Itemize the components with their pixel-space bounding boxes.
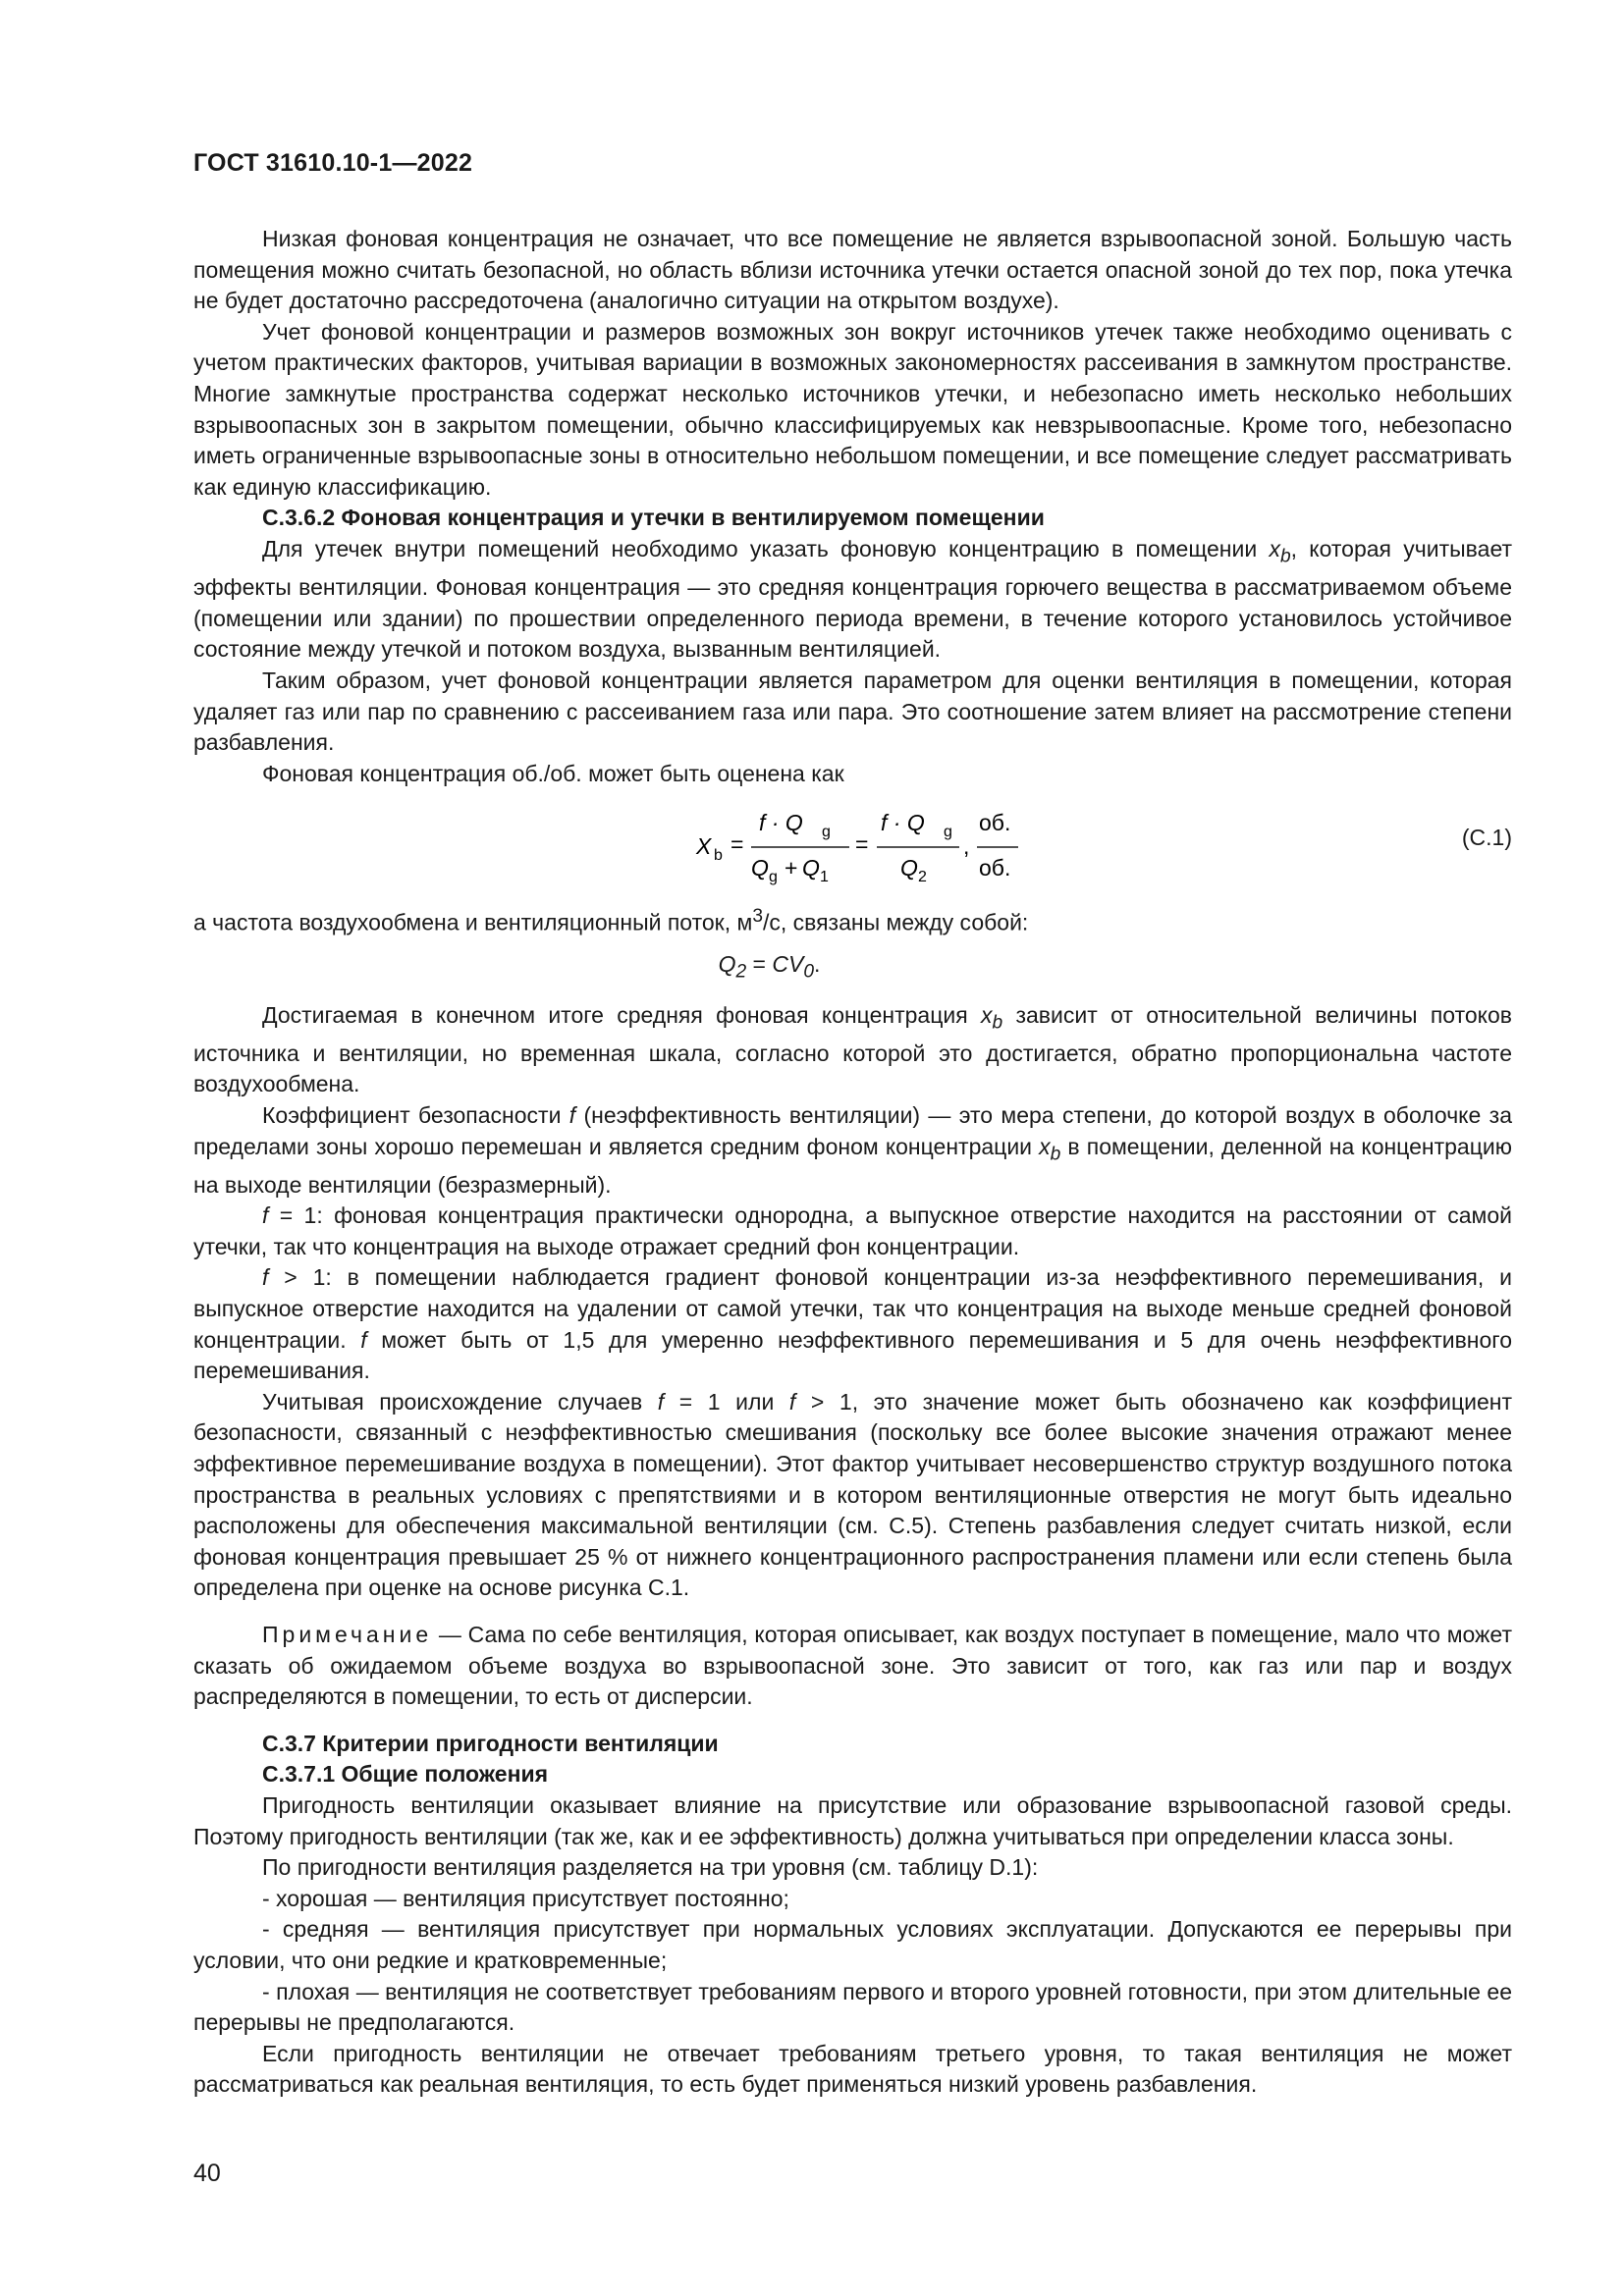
paragraph: По пригодности вентиляция разделяется на три уровня (см. таблицу D.1):	[262, 1854, 1039, 1881]
paragraph: Фоновая концентрация об./об. может быть оценена как	[262, 760, 844, 786]
eq-num2-sub: g	[944, 824, 952, 841]
paragraph: Достигаемая в конечном итоге средняя фоновая концентрация $x_b$ зависит от относительной величины потоков источника и вентиляции, но временная шкала, согласно которой это достигается, обратно пропорциональна частоте воздухообмена.	[193, 1001, 1512, 1097]
eq-num2: f · Q	[881, 810, 925, 836]
eq-equals-2: =	[855, 831, 869, 858]
list-item: - плохая — вентиляция не соответствует требованиям первого и второго уровней готовности, при этом длительные ее перерывы не предполагаются.	[193, 1978, 1512, 2036]
eq-unit-num: об.	[979, 810, 1011, 836]
paragraph: Таким образом, учет фоновой концентрации является параметром для оценки вентиляция в помещении, которая удаляет газ или пар по сравнению с рассеиванием газа или пара. Это соотношение затем влияет на рассмотрение степени разбавления.	[193, 667, 1512, 756]
eq-den1-a: Q	[751, 855, 769, 881]
eq-lhs-sub: b	[714, 847, 723, 865]
eq-den1-a-sub: g	[769, 869, 778, 886]
eq-den2: Q	[900, 855, 918, 881]
paragraph: Учет фоновой концентрации и размеров возможных зон вокруг источников утечек также необходимо оценивать с учетом практических факторов, учитывая вариации в возможных закономерностях рассеивания в замкнутом пространстве. Многие замкнутые пространства содержат несколько источников утечки, и небезопасно иметь несколько небольших взрывоопасных зон в закрытом помещении, обычно классифицируемых как невзрывоопасные. Кроме того, небезопасно иметь ограниченные взрывоопасные зоны в относительно небольшом помещении, и все помещение следует рассматривать как единую классификацию.	[193, 318, 1512, 500]
paragraph: Учитывая происхождение случаев f = 1 или f > 1, это значение может быть обозначено как коэффициент безопасности, связанный с неэффективностью смешивания (поскольку все более высокие значения отражают менее эффективное перемешивание воздуха в помещении). Этот фактор учитывает несовершенство структур воздушного потока пространства в реальных условиях с препятствиями и в котором вентиляционные отверстия не могут быть идеально расположены для обеспечения максимальной вентиляции (см. С.5). Степень разбавления следует считать низкой, если фоновая концентрация превышает 25 % от нижнего концентрационного распространения пламени или если степень была определена при оценке на основе рисунка С.1.	[193, 1388, 1513, 1601]
eq-num1-sub: g	[822, 824, 831, 841]
note-label: Примечание	[262, 1622, 433, 1647]
eq-num1: f · Q	[759, 810, 803, 836]
section-heading: С.3.7 Критерии пригодности вентиляции	[262, 1730, 719, 1756]
eq-lhs: X	[696, 833, 712, 860]
eq-comma: ,	[963, 833, 970, 860]
eq-equals: =	[731, 831, 744, 858]
equation-number: (С.1)	[1461, 825, 1512, 851]
section-heading: С.3.6.2 Фоновая концентрация и утечки в вентилируемом помещении	[262, 505, 1045, 531]
paragraph: f = 1: фоновая концентрация практически однородна, а выпускное отверстие находится на расстоянии от самой утечки, так что концентрация на выходе отражает средний фон концентрации.	[193, 1202, 1512, 1259]
subsection-heading: С.3.7.1 Общие положения	[262, 1761, 549, 1788]
paragraph: а частота воздухообмена и вентиляционный поток, $м^3/с$, связаны между собой:	[193, 906, 1029, 935]
equation-c1	[193, 795, 1512, 897]
note: Примечание — Сама по себе вентиляция, которая описывает, как воздух поступает в помещение, мало что может сказать об ожидаемом объеме воздуха во взрывоопасной зоне. Это зависит от того, как газ или пар и воздух распределяются в помещении, то есть от дисперсии.	[193, 1622, 1512, 1710]
eq-den1-plus: +	[785, 855, 798, 881]
eq-den1-b: Q	[802, 855, 820, 881]
equation-2: $Q_2 = CV_0$.	[718, 950, 821, 983]
list-item: - хорошая — вентиляция присутствует постоянно;	[262, 1885, 789, 1911]
page-content	[193, 224, 1512, 2101]
paragraph: Пригодность вентиляции оказывает влияние на присутствие или образование взрывоопасной газовой среды. Поэтому пригодность вентиляции (так же, как и ее эффективность) должна учитываться при определении класса зоны.	[193, 1791, 1512, 1849]
document-header: ГОСТ 31610.10-1—2022	[193, 149, 473, 177]
eq-den2-sub: 2	[918, 869, 927, 886]
paragraph: Для утечек внутри помещений необходимо указать фоновую концентрацию в помещении $x_b$, которая учитывает эффекты вентиляции. Фоновая концентрация — это средняя концентрация горючего вещества в рассматриваемом объеме (помещении или здании) по прошествии определенного периода времени, в течение которого установилось устойчивое состояние между утечкой и потоком воздуха, вызванным вентиляцией.	[193, 535, 1513, 663]
paragraph: Если пригодность вентиляции не отвечает требованиям третьего уровня, то такая вентиляция не может рассматриваться как реальная вентиляция, то есть будет применяться низкий уровень разбавления.	[193, 2040, 1512, 2098]
eq-unit-den: об.	[979, 855, 1011, 881]
list-item: - средняя — вентиляция присутствует при нормальных условиях эксплуатации. Допускаются ее перерывы при условии, что они редкие и кратковременные;	[193, 1916, 1512, 1973]
page-number: 40	[193, 2160, 221, 2187]
paragraph: Коэффициент безопасности f (неэффективность вентиляции) — это мера степени, до которой воздух в оболочке за пределами зоны хорошо перемешан и является средним фоном концентрации $x_b$ в помещении, деленной на концентрацию на выходе вентиляции (безразмерный).	[193, 1101, 1512, 1198]
paragraph: f > 1: в помещении наблюдается градиент фоновой концентрации из-за неэффективного перемешивания, и выпускное отверстие находится на удалении от самой утечки, так что концентрация на выходе меньше средней фоновой концентрации. f может быть от 1,5 для умеренно неэффективного перемешивания и 5 для очень неэффективного перемешивания.	[193, 1264, 1512, 1384]
equation-c1-formula	[193, 795, 1512, 897]
paragraph: Низкая фоновая концентрация не означает, что все помещение не является взрывоопасной зоной. Большую часть помещения можно считать безопасной, но область вблизи источника утечки остается опасной зоной до тех пор, пока утечка не будет достаточно рассредоточена (аналогично ситуации на открытом воздухе).	[193, 226, 1512, 314]
eq-den1-b-sub: 1	[820, 869, 829, 886]
